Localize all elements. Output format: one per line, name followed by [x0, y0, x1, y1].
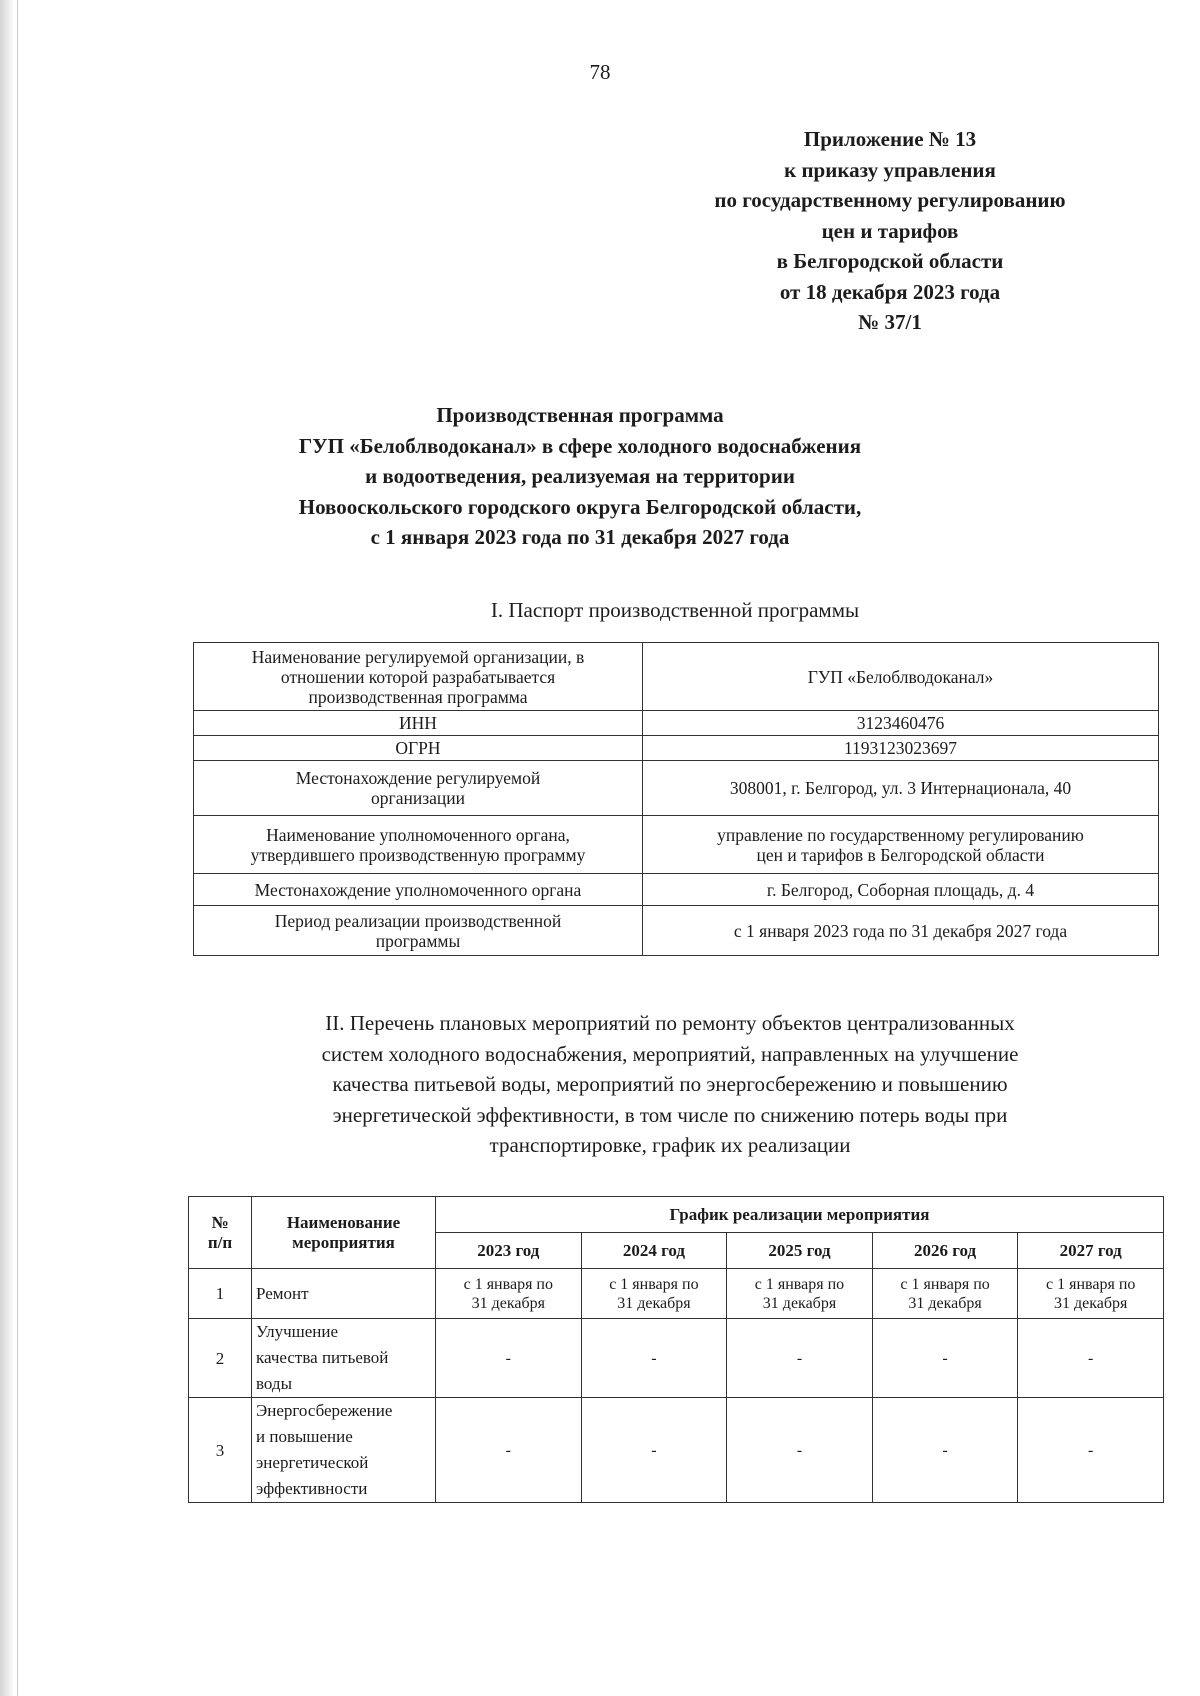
- row-name: [252, 1398, 436, 1503]
- passport-value-line: цен и тарифов в Белгородской области: [756, 844, 1045, 865]
- passport-label: [194, 736, 643, 761]
- schedule-cell-line: с 1 января по: [754, 1275, 845, 1293]
- appendix-line: цен и тарифов: [821, 218, 959, 243]
- scan-edge: [0, 0, 14, 1696]
- header-line: №: [211, 1212, 229, 1232]
- header-line: Наименование: [286, 1212, 401, 1232]
- passport-label: [194, 761, 643, 816]
- passport-label: [194, 711, 643, 736]
- program-title-line: Производственная программа: [436, 403, 724, 427]
- schedule-cell: -: [872, 1319, 1018, 1398]
- header-line: мероприятия: [292, 1232, 395, 1252]
- passport-value: [643, 761, 1159, 816]
- schedule-cell-line: 31 декабря: [471, 1294, 545, 1312]
- schedule-cell-line: 31 декабря: [617, 1294, 691, 1312]
- section-two-heading: [180, 1008, 1160, 1161]
- schedule-cell: [727, 1269, 873, 1319]
- appendix-line: к приказу управления: [784, 157, 996, 182]
- row-name-line: и повышение: [256, 1427, 353, 1446]
- schedule-cell: -: [1018, 1398, 1164, 1503]
- passport-row-ogrn: [194, 736, 1159, 761]
- passport-value: [643, 906, 1159, 956]
- schedule-cell: -: [727, 1398, 873, 1503]
- page-number: 78: [589, 60, 611, 84]
- passport-value: [643, 874, 1159, 906]
- section-two-heading-line: II. Перечень плановых мероприятий по ремонту объектов централизованных: [325, 1011, 1015, 1035]
- passport-label-line: Местонахождение регулируемой: [295, 768, 541, 788]
- passport-value-line: ГУП «Белоблводоканал»: [807, 666, 994, 687]
- passport-row-period: [194, 906, 1159, 956]
- schedule-cell: [1018, 1269, 1164, 1319]
- passport-row-org-location: [194, 761, 1159, 816]
- schedule-cell: [872, 1269, 1018, 1319]
- row-name-line: Улучшение: [256, 1322, 339, 1341]
- schedule-cell: -: [727, 1319, 873, 1398]
- passport-row-organization: [194, 643, 1159, 711]
- schedule-cell-line: 31 декабря: [762, 1294, 837, 1312]
- passport-label-line: утвердившего производственную программу: [250, 844, 586, 865]
- appendix-line: Приложение № 13: [803, 127, 977, 151]
- passport-label-line: Наименование регулируемой организации, в: [251, 646, 585, 667]
- passport-label-line: отношении которой разрабатывается: [280, 666, 556, 687]
- schedule-cell: -: [581, 1319, 727, 1398]
- section-two-heading-line: качества питьевой воды, мероприятий по энергосбережению и повышению: [332, 1072, 1008, 1096]
- passport-label-line: ОГРН: [395, 738, 441, 758]
- schedule-row-energy: [189, 1398, 1164, 1503]
- passport-value: [643, 816, 1159, 874]
- passport-label: [194, 906, 643, 956]
- schedule-cell: -: [436, 1398, 582, 1503]
- schedule-cell-line: 31 декабря: [1054, 1294, 1128, 1312]
- schedule-cell-line: с 1 января по: [463, 1275, 553, 1293]
- schedule-cell-line: с 1 января по: [900, 1275, 990, 1293]
- schedule-cell: -: [872, 1398, 1018, 1503]
- passport-label-line: Наименование уполномоченного органа,: [266, 824, 570, 845]
- passport-table: [193, 642, 1159, 956]
- passport-label: [194, 643, 643, 711]
- schedule-cell: -: [436, 1319, 582, 1398]
- passport-row-inn: [194, 711, 1159, 736]
- section-two-heading-line: энергетической эффективности, в том числе по снижению потерь воды при: [332, 1102, 1008, 1127]
- scan-line: [17, 0, 18, 1696]
- program-title: [200, 400, 960, 553]
- schedule-row-repair: [189, 1269, 1164, 1319]
- passport-value-line: 3123460476: [856, 713, 945, 733]
- row-name-line: Ремонт: [256, 1283, 309, 1303]
- passport-row-authority-location: [194, 874, 1159, 906]
- passport-label-line: ИНН: [399, 713, 437, 733]
- section-one-heading: I. Паспорт производственной программы: [490, 598, 860, 622]
- schedule-cell: [436, 1269, 582, 1319]
- row-name-line: энергетической: [256, 1453, 369, 1472]
- appendix-line: по государственному регулированию: [714, 188, 1066, 212]
- schedule-table: [188, 1196, 1164, 1503]
- passport-label-line: программы: [375, 930, 461, 951]
- program-title-line: и водоотведения, реализуемая на территории: [365, 464, 795, 488]
- passport-row-authority: [194, 816, 1159, 874]
- row-number: 3: [189, 1398, 252, 1503]
- passport-value-line: г. Белгород, Соборная площадь, д. 4: [766, 879, 1035, 900]
- passport-value: [643, 711, 1159, 736]
- row-name-line: Энергосбережение: [256, 1401, 393, 1420]
- row-name-line: качества питьевой: [256, 1348, 389, 1367]
- header-line: п/п: [207, 1232, 233, 1252]
- passport-label-line: организации: [371, 788, 465, 808]
- year-header: 2027 год: [1018, 1233, 1164, 1269]
- schedule-cell-line: с 1 января по: [1045, 1275, 1136, 1293]
- passport-label-line: производственная программа: [308, 686, 528, 707]
- schedule-cell-line: с 1 января по: [609, 1275, 699, 1293]
- passport-label-line: Местонахождение уполномоченного органа: [254, 879, 582, 900]
- year-header: 2026 год: [872, 1233, 1018, 1269]
- name-column-header: [252, 1197, 436, 1269]
- passport-value-line: с 1 января 2023 года по 31 декабря 2027 года: [733, 920, 1068, 941]
- passport-value-line: управление по государственному регулированию: [717, 824, 1084, 845]
- passport-value-line: 308001, г. Белгород, ул. 3 Интернационала, 40: [729, 778, 1072, 798]
- schedule-header-row: [189, 1197, 1164, 1233]
- row-name-line: воды: [256, 1374, 292, 1393]
- schedule-cell-line: 31 декабря: [908, 1294, 982, 1312]
- row-name-line: эффективности: [256, 1479, 368, 1498]
- passport-value: [643, 643, 1159, 711]
- row-name: [252, 1269, 436, 1319]
- section-two-heading-line: транспортировке, график их реализации: [489, 1133, 851, 1157]
- year-header: 2024 год: [581, 1233, 727, 1269]
- passport-value-line: 1193123023697: [843, 738, 958, 758]
- passport-label: [194, 816, 643, 874]
- section-two-heading-line: систем холодного водоснабжения, мероприятий, направленных на улучшение: [321, 1041, 1019, 1066]
- year-header: 2023 год: [436, 1233, 582, 1269]
- program-title-line: Новооскольского городского округа Белгородской области,: [298, 494, 862, 519]
- row-name: [252, 1319, 436, 1398]
- schedule-cell: -: [1018, 1319, 1164, 1398]
- schedule-cell: [581, 1269, 727, 1319]
- appendix-block: [640, 124, 1140, 338]
- schedule-cell: -: [581, 1398, 727, 1503]
- passport-label: [194, 874, 643, 906]
- schedule-group-header: График реализации мероприятия: [436, 1197, 1164, 1233]
- appendix-line: в Белгородской области: [776, 249, 1004, 273]
- program-title-line: ГУП «Белоблводоканал» в сфере холодного водоснабжения: [298, 433, 862, 458]
- row-number: 2: [189, 1319, 252, 1398]
- passport-value: [643, 736, 1159, 761]
- row-number: 1: [189, 1269, 252, 1319]
- appendix-line: № 37/1: [858, 310, 922, 334]
- appendix-line: от 18 декабря 2023 года: [779, 279, 1001, 304]
- program-title-line: с 1 января 2023 года по 31 декабря 2027 года: [370, 525, 790, 549]
- passport-label-line: Период реализации производственной: [274, 910, 562, 931]
- year-header: 2025 год: [727, 1233, 873, 1269]
- schedule-row-water-quality: [189, 1319, 1164, 1398]
- number-column-header: [189, 1197, 252, 1269]
